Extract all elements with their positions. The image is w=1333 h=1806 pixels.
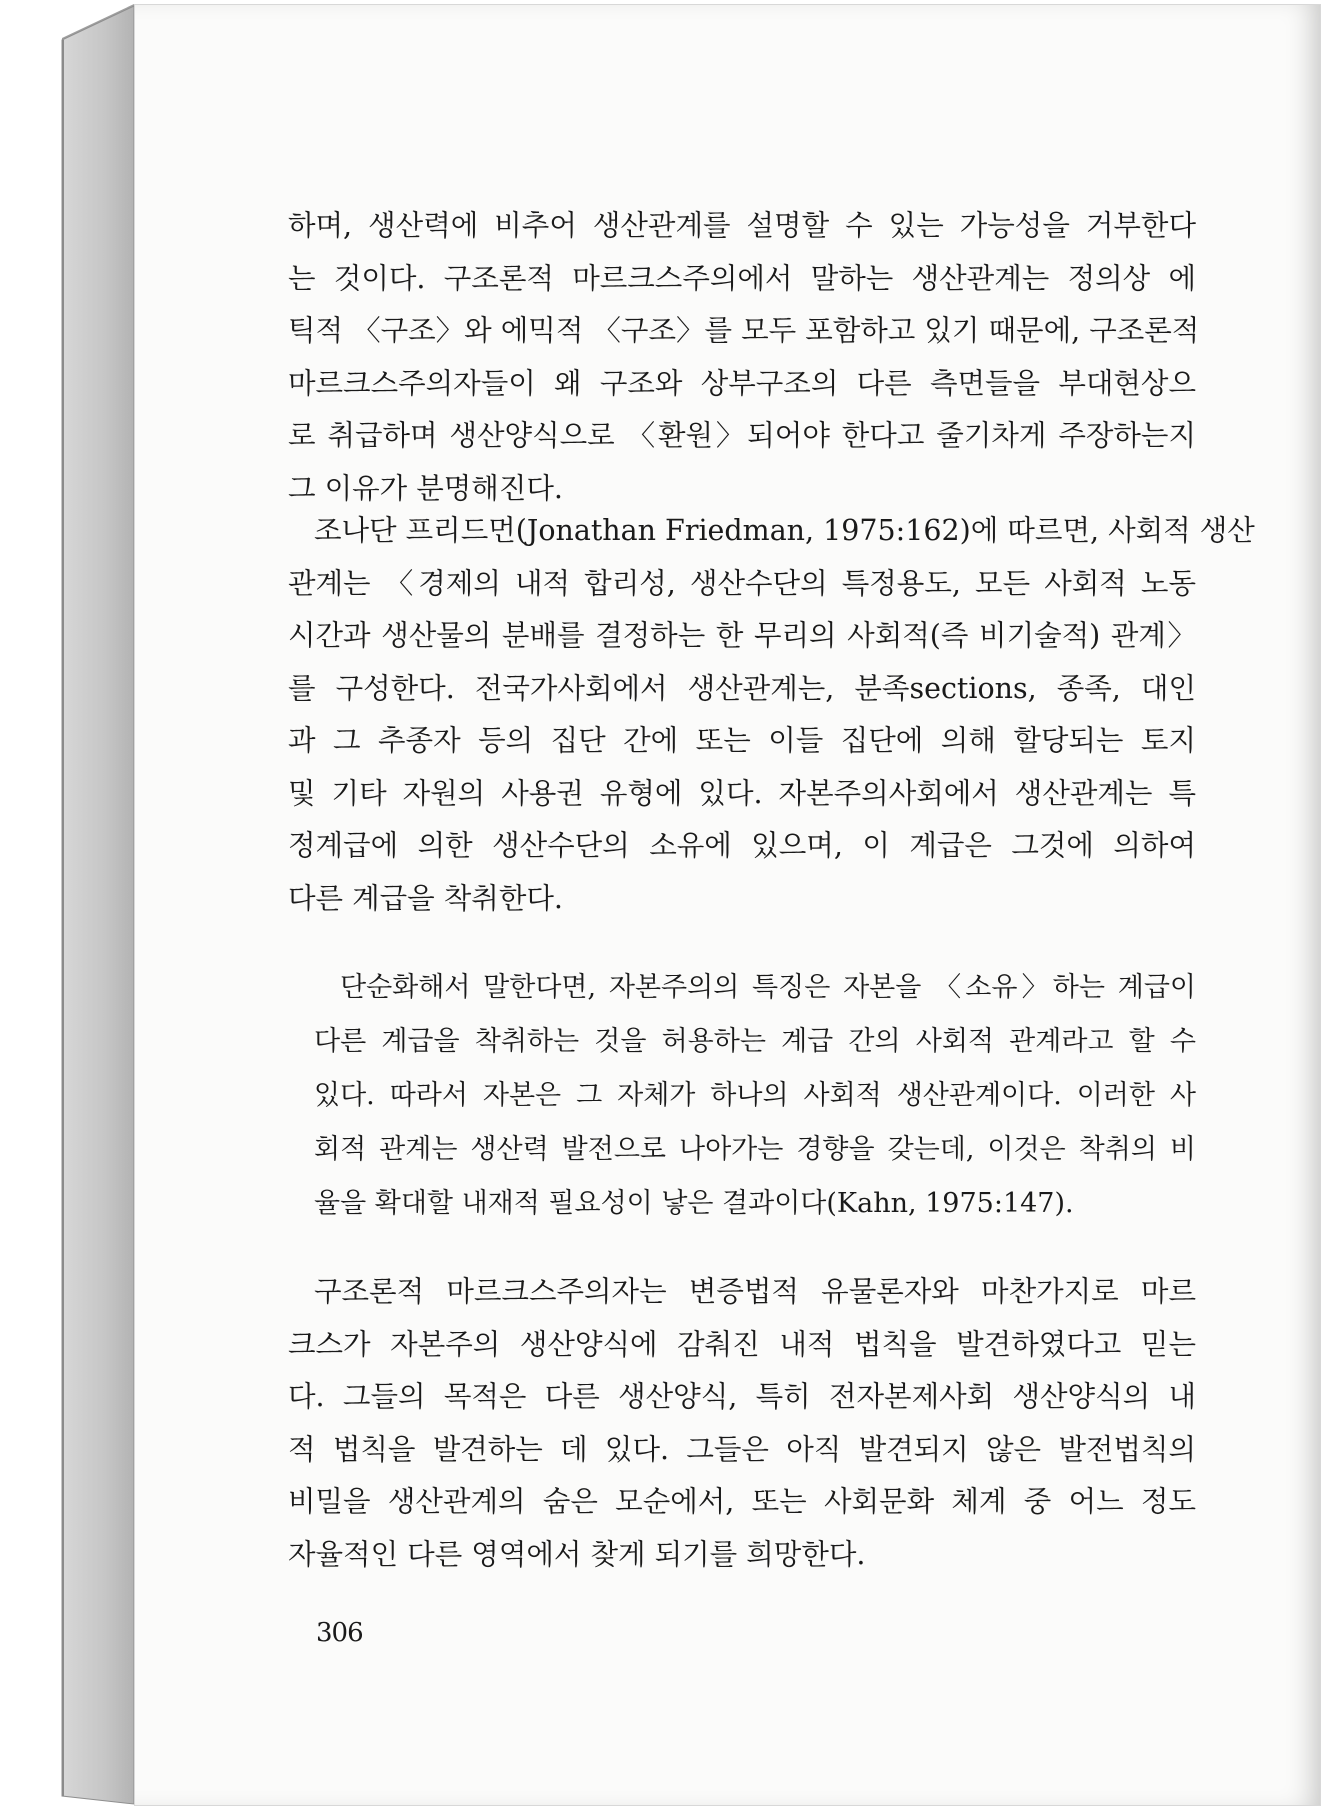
quote-line: 단순화해서 말한다면, 자본주의의 특징은 자본을 〈소유〉하는 계급이: [340, 972, 1196, 1003]
text-line: 로 취급하며 생산양식으로 〈환원〉되어야 한다고 줄기차게 주장하는지: [288, 419, 1196, 452]
text-line: 시간과 생산물의 분배를 결정하는 한 무리의 사회적(즉 비기술적) 관계〉: [288, 619, 1196, 652]
paragraph-structural-marxists: [288, 1266, 1196, 1581]
text-line: 다른 계급을 착취한다.: [288, 881, 563, 915]
text-line: 조나단 프리드먼(Jonathan Friedman, 1975:162)에 따르면, 사회적 생산: [314, 514, 1255, 547]
text-line: 구조론적 마르크스주의자는 변증법적 유물론자와 마찬가지로 마르: [314, 1275, 1196, 1308]
text-line: 크스가 자본주의 생산양식에 감춰진 내적 법칙을 발견하였다고 믿는: [288, 1327, 1196, 1361]
spine-face: [62, 6, 134, 1804]
text-line: 그 이유가 분명해진다.: [288, 471, 563, 505]
text-line: 자율적인 다른 영역에서 찾게 되기를 희망한다.: [288, 1537, 866, 1571]
text-line: 비밀을 생산관계의 숨은 모순에서, 또는 사회문화 체계 중 어느 정도: [288, 1485, 1196, 1518]
text-line: 및 기타 자원의 사용권 유형에 있다. 자본주의사회에서 생산관계는 특: [288, 776, 1196, 810]
text-line: 마르크스주의자들이 왜 구조와 상부구조의 다른 측면들을 부대현상으: [288, 366, 1196, 400]
text-line: 를 구성한다. 전국가사회에서 생산관계는, 분족sections, 종족, 대인: [288, 671, 1196, 705]
text-line: 관계는 〈경제의 내적 합리성, 생산수단의 특정용도, 모든 사회적 노동: [288, 566, 1196, 600]
quote-line: 다른 계급을 착취하는 것을 허용하는 계급 간의 사회적 관계라고 할 수: [314, 1026, 1196, 1057]
text-line: 다. 그들의 목적은 다른 생산양식, 특히 전자본제사회 생산양식의 내: [288, 1380, 1196, 1413]
text-line: 과 그 추종자 등의 집단 간에 또는 이들 집단에 의해 할당되는 토지: [288, 724, 1196, 757]
quote-line: 율을 확대할 내재적 필요성이 낳은 결과이다(Kahn, 1975:147).: [314, 1188, 1074, 1219]
text-line: 적 법칙을 발견하는 데 있다. 그들은 아직 발견되지 않은 발전법칙의: [288, 1432, 1196, 1466]
paragraph-friedman: [288, 505, 1255, 925]
text-line: 하며, 생산력에 비추어 생산관계를 설명할 수 있는 가능성을 거부한다: [288, 209, 1196, 242]
text-line: 정계급에 의한 생산수단의 소유에 있으며, 이 계급은 그것에 의하여: [288, 829, 1196, 862]
text-line: 는 것이다. 구조론적 마르크스주의에서 말하는 생산관계는 정의상 에: [288, 261, 1196, 295]
page-number: 306: [316, 1618, 363, 1648]
text-line: 틱적 〈구조〉와 에믹적 〈구조〉를 모두 포함하고 있기 때문에, 구조론적: [288, 314, 1200, 347]
quote-line: 회적 관계는 생산력 발전으로 나아가는 경향을 갖는데, 이것은 착취의 비: [314, 1134, 1196, 1165]
paragraph-continued: [288, 200, 1200, 515]
quote-line: 있다. 따라서 자본은 그 자체가 하나의 사회적 생산관계이다. 이러한 사: [314, 1080, 1196, 1111]
block-quote: [314, 961, 1196, 1231]
